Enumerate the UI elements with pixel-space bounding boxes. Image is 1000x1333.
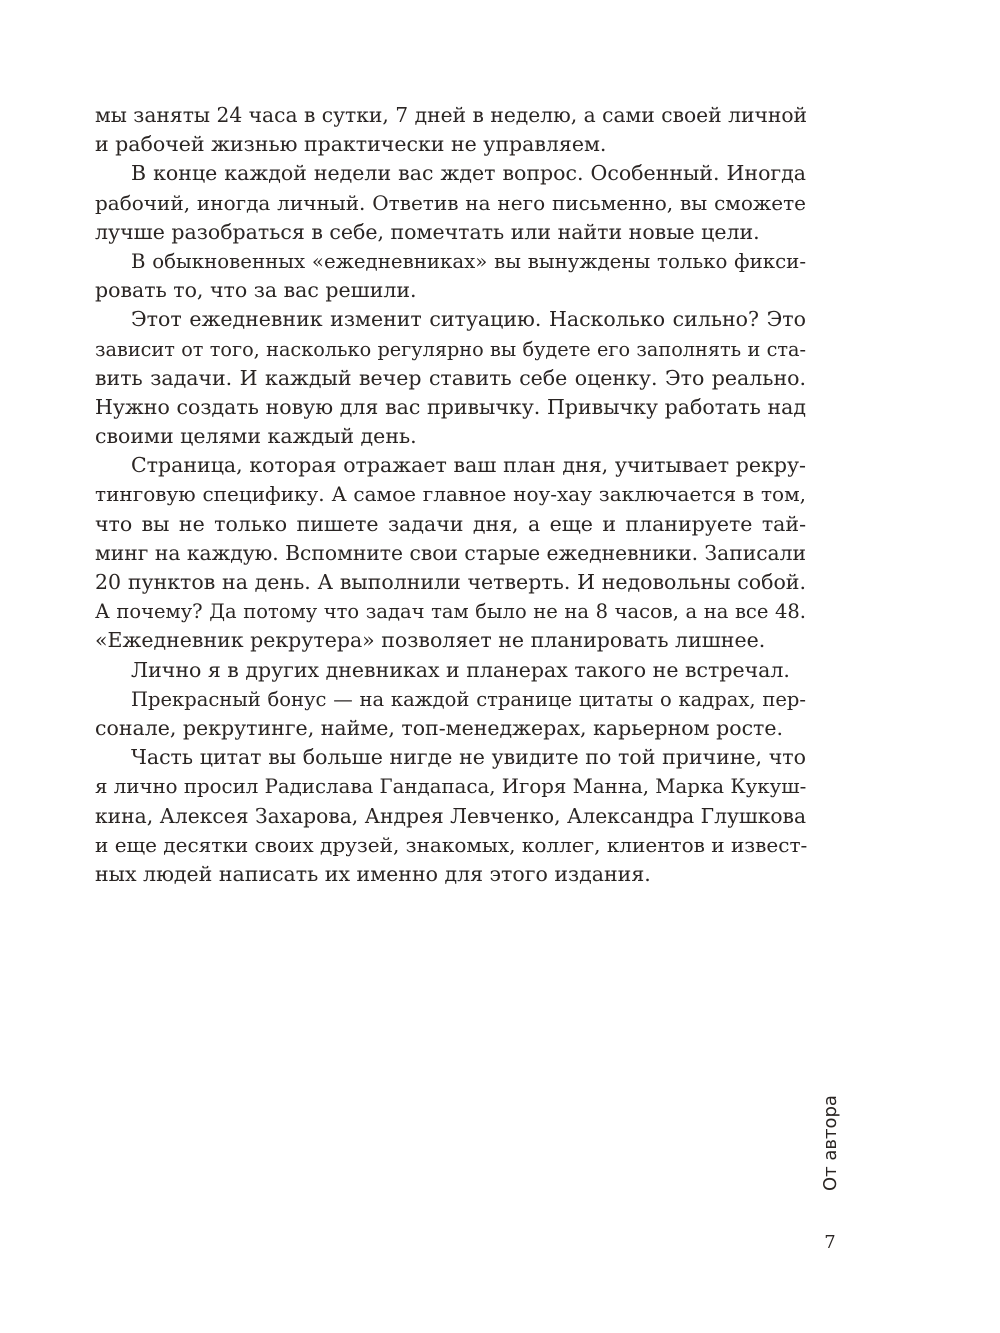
text-line: что вы не только пишете задачи дня, а еще и планируете тай-	[95, 511, 806, 536]
text-line: Часть цитат вы больше нигде не увидите по той причине, что	[131, 745, 806, 770]
text-line: ровать то, что за вас решили.	[95, 278, 417, 303]
text-line: Лично я в других дневниках и планерах такого не встречал.	[131, 657, 790, 682]
text-line: и еще десятки своих друзей, знакомых, коллег, клиентов и извест-	[95, 832, 808, 857]
text-line: рабочий, иногда личный. Ответив на него письменно, вы сможете	[95, 190, 806, 215]
text-line: Страница, которая отражает ваш план дня, учитывает рекру-	[131, 453, 806, 478]
text-line: зависит от того, насколько регулярно вы будете его заполнять и ста-	[95, 337, 806, 361]
text-line: кина, Алексея Захарова, Андрея Левченко, Александра Глушкова	[95, 803, 807, 828]
text-line: Этот ежедневник изменит ситуацию. Насколько сильно? Это	[131, 307, 806, 332]
text-line: В обыкновенных «ежедневниках» вы вынуждены только фикси-	[131, 249, 806, 273]
text-line: Прекрасный бонус — на каждой странице цитаты о кадрах, пер-	[131, 687, 806, 711]
text-line: вить задачи. И каждый вечер ставить себе оценку. Это реально.	[95, 365, 806, 390]
text-line: я лично просил Радислава Гандапаса, Игоря Манна, Марка Кукуш-	[95, 775, 807, 799]
text-line: своими целями каждый день.	[95, 424, 417, 449]
text-line: тинговую специфику. А самое главное ноу-хау заключается в том,	[95, 482, 806, 507]
text-line: А почему? Да потому что задач там было не на 8 часов, а на все 48.	[95, 600, 806, 624]
text-line: Нужно создать новую для вас привычку. Привычку работать над	[95, 394, 806, 419]
text-line: В конце каждой недели вас ждет вопрос. Особенный. Иногда	[131, 161, 806, 186]
section-running-header: От автора	[820, 1095, 841, 1191]
text-line: «Ежедневник рекрутера» позволяет не планировать лишнее.	[95, 628, 766, 653]
text-line: сонале, рекрутинге, найме, топ-менеджерах, карьерном росте.	[95, 715, 784, 740]
text-line: и рабочей жизнью практически не управляем.	[95, 132, 607, 157]
text-line: 20 пунктов на день. А выполнили четверть. И недовольны собой.	[95, 570, 806, 594]
text-line: минг на каждую. Вспомните свои старые ежедневники. Записали	[95, 540, 806, 565]
text-line: ных людей написать их именно для этого издания.	[95, 861, 651, 886]
text-line: лучше разобраться в себе, помечтать или найти новые цели.	[95, 219, 760, 244]
body-text	[95, 101, 806, 889]
page-number: 7	[824, 1232, 836, 1253]
text-line: мы заняты 24 часа в сутки, 7 дней в неделю, а сами своей личной	[95, 103, 808, 127]
